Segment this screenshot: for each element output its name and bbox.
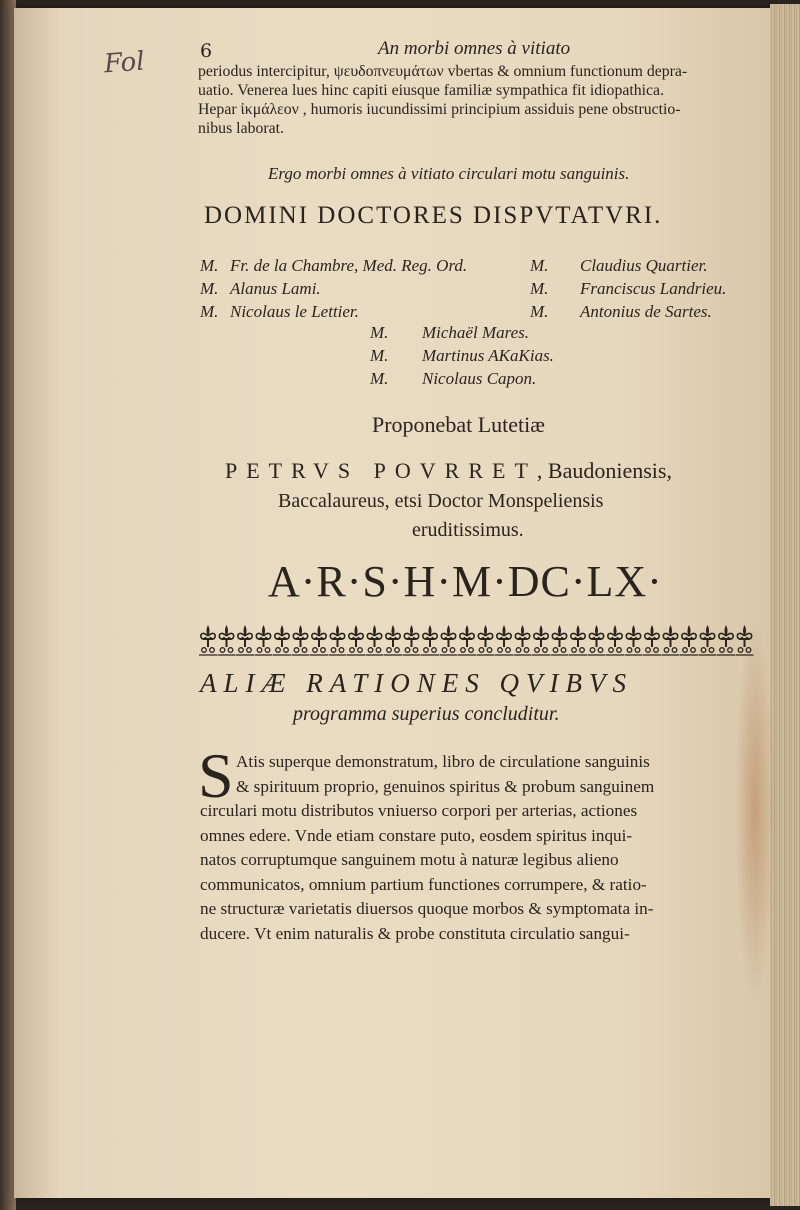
doctor-name: Nicolaus Capon. [422,369,537,388]
publication-year: A·R·S·H·M·DC·LX· [268,557,663,606]
text-line: natos corruptumque sanguinem motu à naturæ legibus alieno [200,850,619,869]
doctor-title: M. [370,369,389,388]
doctor-name: Franciscus Landrieu. [580,279,727,298]
fleur-de-lis-icon [736,625,754,655]
presenter-line [225,458,672,484]
fleur-de-lis-icon [458,625,476,655]
doctor-name: Nicolaus le Lettier. [230,302,359,321]
doctor-title: M. [200,256,219,275]
fleur-de-lis-icon [477,625,495,655]
doctor-title: M. [370,346,389,365]
text-line: uatio. Venerea lues hinc capiti eiusque familiæ sympathica fit idiopathica. [198,82,665,99]
fleur-de-lis-icon [329,625,347,655]
fleur-de-lis-icon [532,625,550,655]
text-line: circulari motu distributos vniuerso corpori per arterias, actiones [200,801,638,820]
doctor-title: M. [200,279,219,298]
doctor-name: Alanus Lami. [230,279,321,298]
text-line: communicatos, omnium partium functiones corrumpere, & ratio- [200,874,647,894]
doctor-title: M. [370,323,389,342]
fleur-de-lis-icon [699,625,717,655]
intro-paragraph [198,62,758,138]
fleur-de-lis-icon [292,625,310,655]
proponebat-line: Proponebat Lutetiæ [372,412,545,437]
fleur-de-lis-icon [495,625,513,655]
fleur-de-lis-icon [717,625,735,655]
fleur-de-lis-icon [625,625,643,655]
doctor-name: Claudius Quartier. [580,256,708,275]
page-number: 6 [200,40,213,62]
doctor-name: Martinus AKaKias. [422,346,554,365]
fleur-de-lis-icon [403,625,421,655]
text-line: Atis superque demonstratum, libro de circulatione sanguinis [236,752,650,771]
fleur-de-lis-icon [662,625,680,655]
text-line: Hepar ἰκμάλεον , humoris iucundissimi principium assiduis pene obstructio- [198,101,681,118]
text-line: ne structuræ varietatis diuersos quoque morbos & symptomata in- [200,899,654,918]
section-heading: ALIÆ RATIONES QVIBVS [200,668,633,698]
text-line: & spirituum proprio, genuinos spiritus & probum sanguinem [236,776,655,796]
fleur-de-lis-ornament-band [198,622,756,658]
fleur-de-lis-icon [551,625,569,655]
presenter-name: PETRVS POVRRET [225,458,537,483]
fleur-de-lis-icon [680,625,698,655]
fleur-de-lis-icon [310,625,328,655]
text-line: nibus laborat. [198,120,284,137]
fleur-de-lis-icon [440,625,458,655]
fleur-de-lis-icon [366,625,384,655]
doctors-heading: DOMINI DOCTORES DISPVTATVRI. [204,202,663,229]
doctor-name: Antonius de Sartes. [580,302,712,321]
fleur-de-lis-icon [569,625,587,655]
section-subheading: programma superius concluditur. [293,703,560,725]
presenter-epithet: eruditissimus. [412,519,524,541]
fleur-de-lis-icon [218,625,236,655]
fleur-de-lis-icon [643,625,661,655]
doctor-title: M. [530,302,549,321]
fleur-de-lis-icon [384,625,402,655]
doctor-name: Fr. de la Chambre, Med. Reg. Ord. [230,256,468,275]
handwritten-marginalia: Fol [103,46,146,80]
doctor-title: M. [530,256,549,275]
page-edges [770,4,800,1206]
running-head: An morbi omnes à vitiato [378,38,571,59]
fleur-de-lis-icon [606,625,624,655]
conclusion-line: Ergo morbi omnes à vitiato circulari motu sanguinis. [268,164,630,183]
fleur-de-lis-icon [236,625,254,655]
presenter-degree: Baccalaureus, etsi Doctor Monspeliensis [278,490,604,512]
text-line: omnes edere. Vnde etiam constare puto, eosdem spiritus inqui- [200,825,633,845]
drop-cap: S [198,740,234,811]
doctor-title: M. [530,279,549,298]
presenter-origin: , Baudoniensis, [536,458,672,483]
fleur-de-lis-icon [421,625,439,655]
fleur-de-lis-icon [199,625,217,655]
fleur-de-lis-icon [255,625,273,655]
fleur-de-lis-icon [273,625,291,655]
body-paragraph [198,740,760,946]
fleur-de-lis-icon [347,625,365,655]
fleur-de-lis-icon [514,625,532,655]
fleur-de-lis-icon [588,625,606,655]
text-line: periodus intercipitur, ψευδοπνευμάτων vbertas & omnium functionum depra- [198,63,688,80]
doctor-name: Michaël Mares. [422,323,530,342]
doctor-title: M. [200,302,219,321]
text-line: ducere. Vt enim naturalis & probe constituta circulatio sangui- [200,923,630,943]
